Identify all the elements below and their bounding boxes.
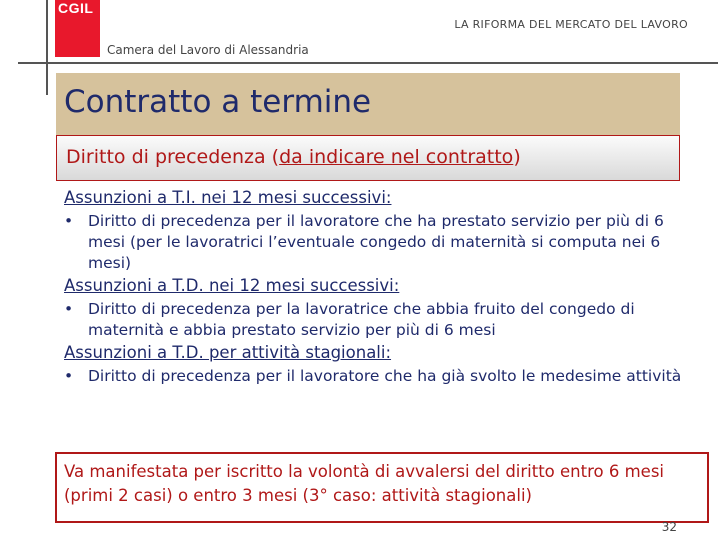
- bullet-icon: •: [64, 300, 74, 318]
- slide-title: Contratto a termine: [64, 84, 372, 120]
- bullet-item: [64, 366, 704, 387]
- section-heading: Assunzioni a T.D. per attività stagionali:: [64, 343, 392, 362]
- bullet-icon: •: [64, 212, 74, 230]
- bullet-item: [64, 211, 704, 274]
- subtitle: [66, 146, 521, 168]
- page-number: 32: [661, 520, 677, 534]
- cgil-logo-text: CGIL: [58, 0, 94, 16]
- bullet-text: Diritto di precedenza per il lavoratore che ha già svolto le medesime attività: [88, 367, 682, 385]
- header-horizontal-line: [18, 62, 718, 64]
- subtitle-underlined: da indicare nel contratto: [279, 146, 514, 168]
- slide-content: [64, 188, 704, 389]
- header-title: LA RIFORMA DEL MERCATO DEL LAVORO: [454, 18, 688, 31]
- section-heading: Assunzioni a T.I. nei 12 mesi successivi:: [64, 188, 392, 207]
- subtitle-suffix: ): [513, 146, 521, 168]
- bullet-icon: •: [64, 367, 74, 385]
- logo-vertical-line: [46, 0, 48, 95]
- note-text: Va manifestata per iscritto la volontà di avvalersi del diritto entro 6 mesi (primi 2 casi) o entro 3 mesi (3° caso: attività stagionali): [64, 462, 665, 505]
- bullet-text: Diritto di precedenza per la lavoratrice che abbia fruito del congedo di maternità e abbia prestato servizio per più di 6 mesi: [88, 300, 635, 339]
- bullet-text: Diritto di precedenza per il lavoratore che ha prestato servizio per più di 6 mesi (per le lavoratrici l’eventuale congedo di maternità si computa nei 6 mesi): [88, 212, 664, 272]
- subtitle-prefix: Diritto di precedenza (: [66, 146, 280, 168]
- section-heading: Assunzioni a T.D. nei 12 mesi successivi:: [64, 276, 400, 295]
- organization-name: Camera del Lavoro di Alessandria: [107, 43, 309, 57]
- bullet-item: [64, 299, 704, 341]
